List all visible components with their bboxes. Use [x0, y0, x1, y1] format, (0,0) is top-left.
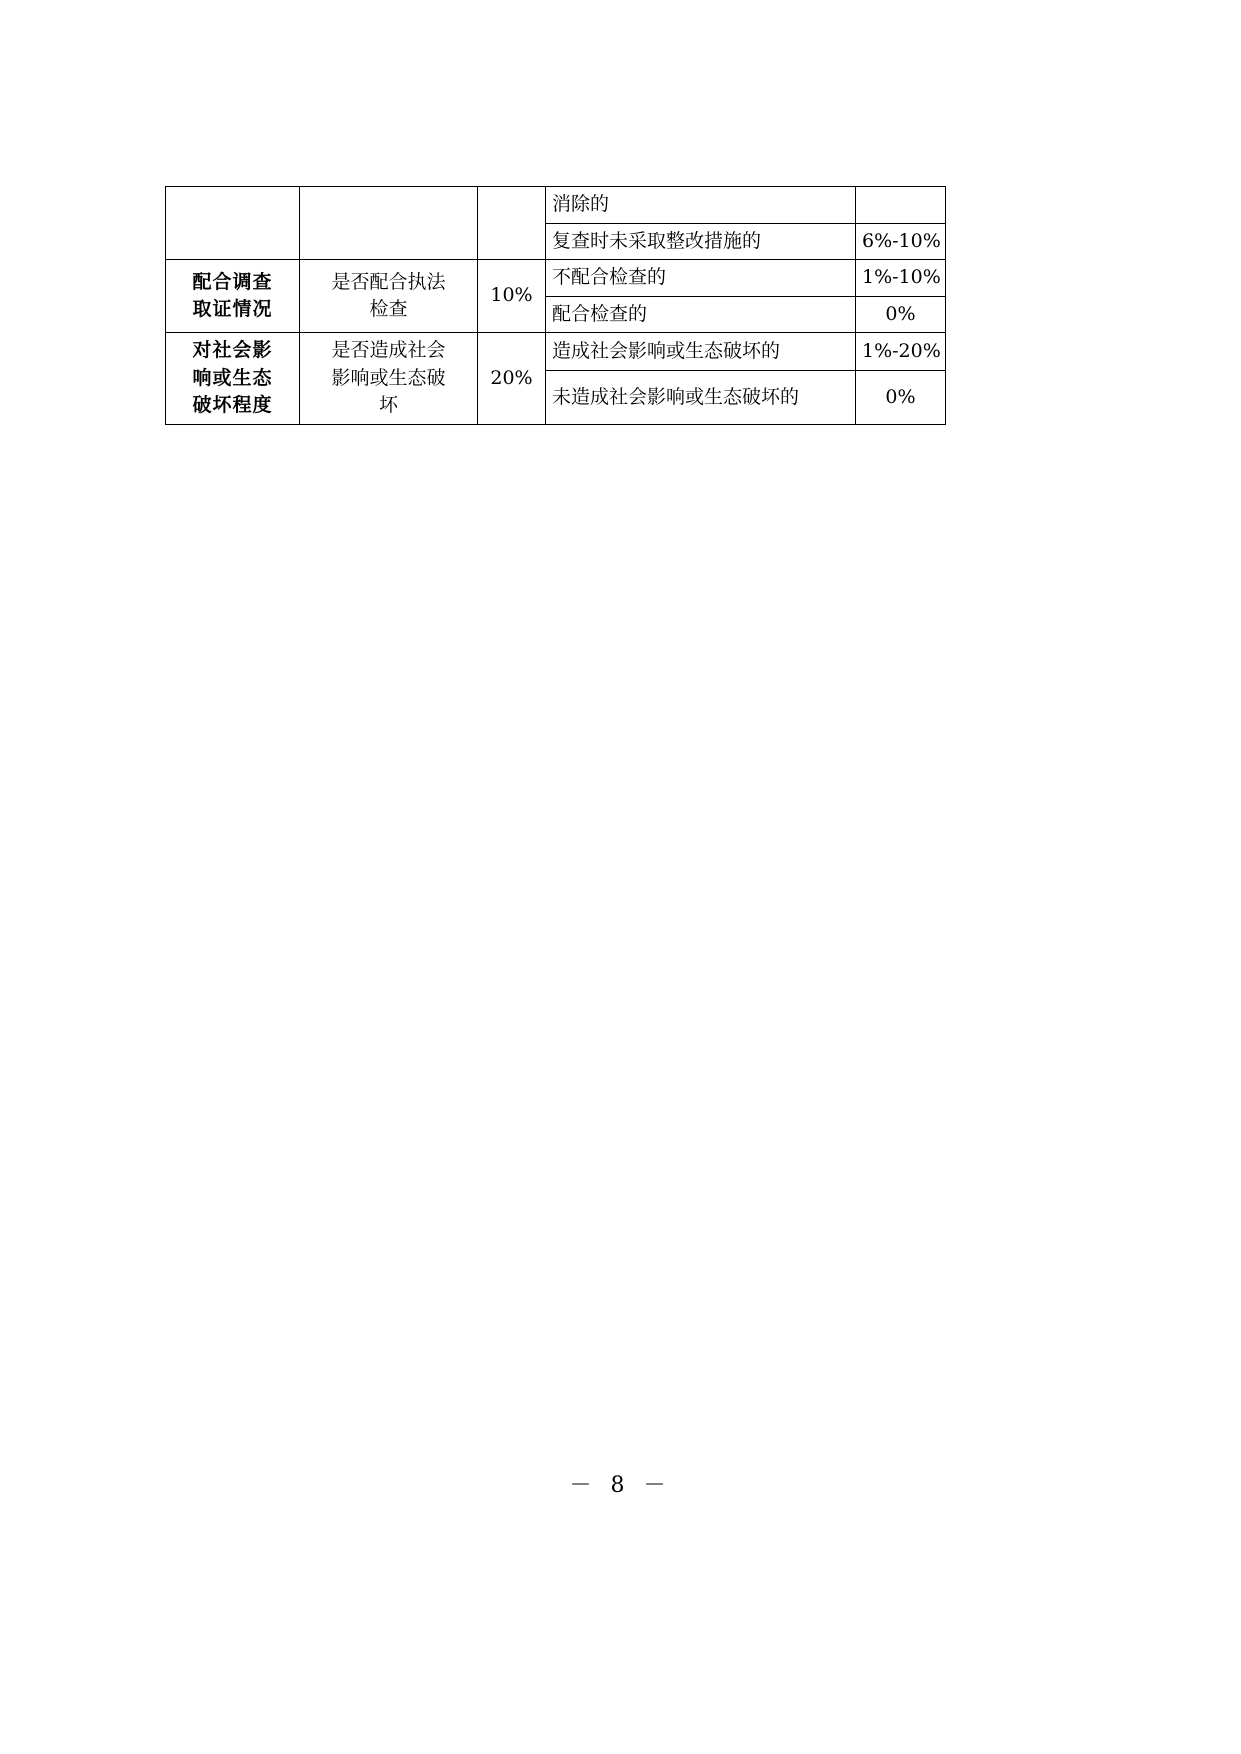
criterion-line-1: 是否造成社会 [331, 339, 446, 362]
cell-percent: 1%-20% [856, 333, 946, 371]
penalty-criteria-table [165, 186, 945, 425]
category-line-2: 取证情况 [192, 298, 273, 321]
cell-description: 造成社会影响或生态破坏的 [546, 333, 856, 371]
cell-description: 配合检查的 [546, 296, 856, 333]
cell-category-empty [166, 187, 300, 260]
criterion-line-2: 检查 [369, 298, 408, 321]
cell-percent [856, 187, 946, 224]
cell-criterion-social-impact [300, 333, 478, 425]
cell-percent: 6%-10% [856, 223, 946, 260]
table-row [166, 333, 946, 371]
cell-description: 消除的 [546, 187, 856, 224]
cell-category-social-impact [166, 333, 300, 425]
cell-description: 未造成社会影响或生态破坏的 [546, 371, 856, 425]
cell-weight-empty [478, 187, 546, 260]
cell-percent: 1%-10% [856, 260, 946, 297]
cell-percent: 0% [856, 296, 946, 333]
category-line-2: 响或生态 [192, 366, 273, 389]
table-row [166, 187, 946, 224]
page-number: － 8 － [569, 1473, 672, 1498]
criterion-line-3: 坏 [378, 394, 398, 417]
criterion-line-2: 影响或生态破 [331, 366, 446, 389]
cell-percent: 0% [856, 371, 946, 425]
table-row [166, 260, 946, 297]
cell-category-cooperation [166, 260, 300, 333]
criteria-grid [165, 186, 946, 425]
cell-criterion-cooperation [300, 260, 478, 333]
cell-description: 复查时未采取整改措施的 [546, 223, 856, 260]
cell-description: 不配合检查的 [546, 260, 856, 297]
cell-weight-social-impact: 20% [478, 333, 546, 425]
category-line-3: 破坏程度 [192, 394, 273, 417]
criterion-line-1: 是否配合执法 [331, 270, 446, 293]
category-line-1: 对社会影 [192, 339, 273, 362]
cell-criterion-empty [300, 187, 478, 260]
cell-weight-cooperation: 10% [478, 260, 546, 333]
category-line-1: 配合调查 [192, 270, 273, 293]
